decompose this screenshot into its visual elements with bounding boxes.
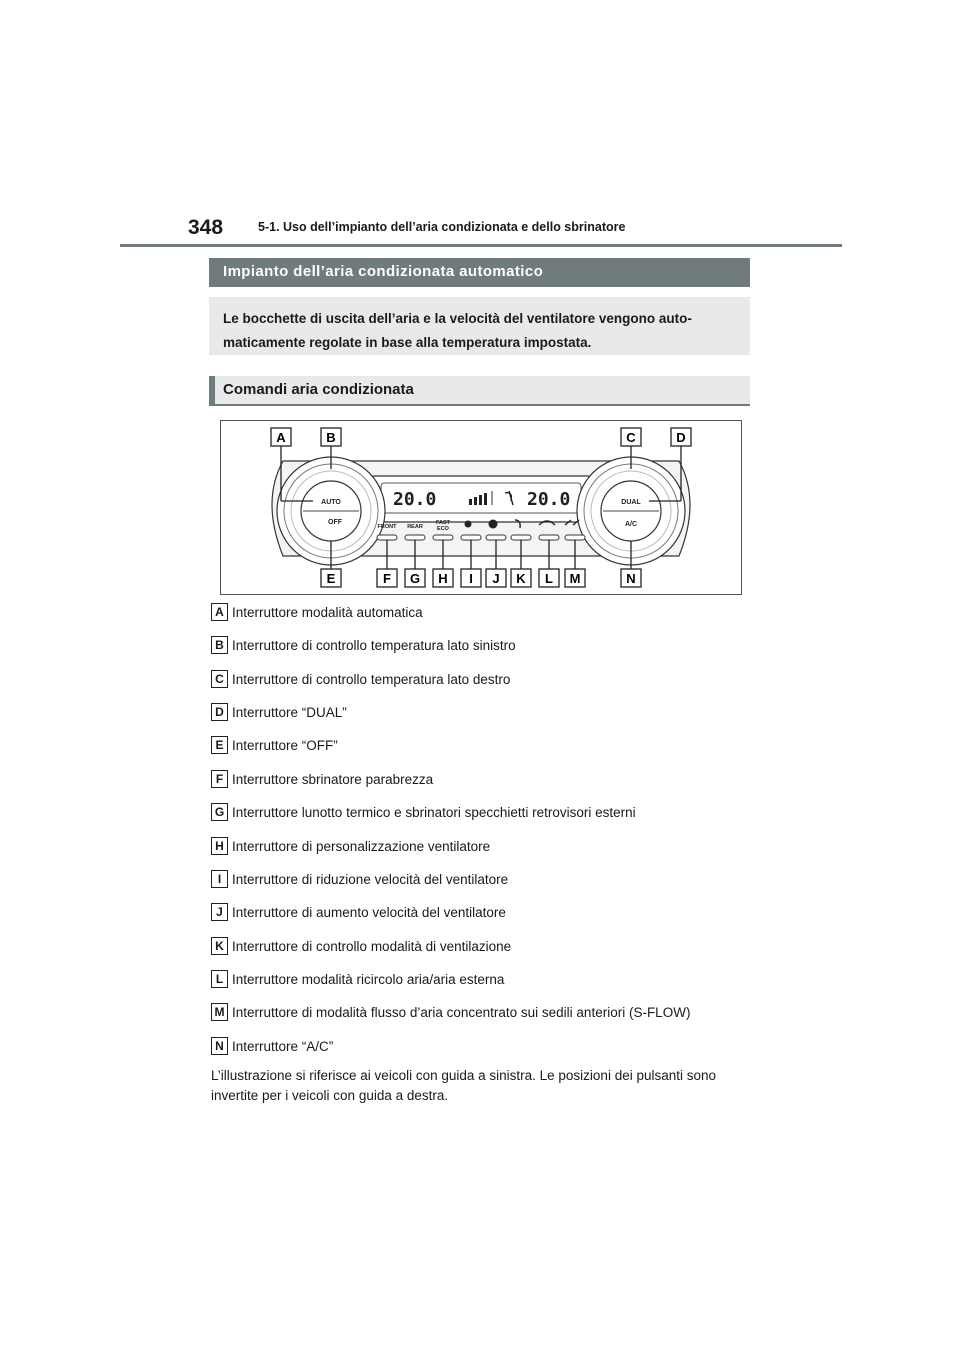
- right-temperature-display: 20.0: [527, 489, 571, 510]
- svg-text:K: K: [516, 571, 526, 586]
- legend-letter: G: [211, 803, 228, 821]
- legend-letter: H: [211, 837, 228, 855]
- callout-h: [433, 569, 453, 587]
- page-number: 348: [188, 216, 224, 239]
- auto-button[interactable]: AUTO: [321, 499, 341, 506]
- legend-text: Interruttore di controllo modalità di ventilazione: [232, 939, 512, 954]
- drive-side-note: L’illustrazione si riferisce ai veicoli con guida a sinistra. Le posizioni dei pulsanti sono invertite per i veicoli con guida a destra.: [211, 1068, 717, 1103]
- legend-text: Interruttore sbrinatore parabrezza: [232, 772, 434, 787]
- intro-box: [209, 297, 750, 355]
- eco-label: ECO: [437, 526, 449, 532]
- callout-f: [377, 569, 397, 587]
- legend-text: Interruttore di controllo temperatura lato sinistro: [232, 638, 516, 653]
- legend-letter: C: [211, 670, 228, 688]
- ac-button[interactable]: A/C: [624, 521, 638, 528]
- legend-letter: J: [211, 903, 228, 921]
- subsection-accent: [209, 376, 215, 406]
- fan-up-icon: [489, 520, 498, 529]
- front-defroster-label: FRONT: [377, 524, 397, 530]
- svg-text:E: E: [326, 571, 336, 586]
- legend-text: Interruttore di riduzione velocità del ventilatore: [232, 872, 509, 887]
- ac-control-panel-figure: [220, 420, 742, 595]
- running-head: 5-1. Uso dell’impianto dell’aria condizionata e dello sbrinatore: [258, 220, 626, 234]
- intro-text: Le bocchette di uscita dell’aria e la velocità del ventilatore vengono auto- maticamente regolate in base alla temperatura impostata.: [223, 311, 692, 350]
- callout-k: [511, 569, 531, 587]
- legend-letter: K: [211, 937, 228, 955]
- legend-text: Interruttore “OFF”: [232, 738, 338, 753]
- svg-text:N: N: [626, 571, 636, 586]
- svg-text:L: L: [545, 571, 553, 586]
- svg-text:B: B: [326, 430, 336, 445]
- legend-text: Interruttore di aumento velocità del ventilatore: [232, 905, 506, 920]
- callout-n: [621, 569, 641, 587]
- callout-b: [321, 428, 341, 446]
- legend-letter: N: [211, 1037, 228, 1055]
- left-temperature-display: 20.0: [393, 489, 437, 510]
- callout-g: [405, 569, 425, 587]
- legend-text: Interruttore di controllo temperatura lato destro: [232, 672, 511, 687]
- legend-text: Interruttore di personalizzazione ventilatore: [232, 839, 491, 854]
- legend-text: Interruttore lunotto termico e sbrinatori specchietti retrovisori esterni: [232, 805, 636, 820]
- rear-defroster-label: REAR: [407, 524, 423, 530]
- legend-letter: E: [211, 736, 228, 754]
- section-heading-bar: [209, 258, 750, 287]
- callout-c: [621, 428, 641, 446]
- fast-label: FAST: [435, 520, 451, 526]
- legend-letter: L: [211, 970, 228, 988]
- callout-l: [539, 569, 559, 587]
- legend-text: Interruttore “A/C”: [232, 1039, 334, 1054]
- legend-letter: A: [211, 603, 228, 621]
- legend-letter: I: [211, 870, 228, 888]
- callout-j: [486, 569, 506, 587]
- svg-text:G: G: [409, 571, 421, 586]
- callout-a: [271, 428, 291, 446]
- legend-letter: M: [211, 1003, 228, 1021]
- callout-d: [671, 428, 691, 446]
- svg-text:D: D: [676, 430, 686, 445]
- legend-letter: B: [211, 636, 228, 654]
- subsection-title: Comandi aria condizionata: [223, 381, 414, 398]
- subsection-heading-bar: [209, 376, 750, 406]
- svg-text:J: J: [492, 571, 500, 586]
- callout-m: [565, 569, 585, 587]
- svg-text:M: M: [569, 571, 581, 586]
- legend-text: Interruttore “DUAL”: [232, 705, 347, 720]
- legend-letter: D: [211, 703, 228, 721]
- legend-text: Interruttore modalità automatica: [232, 605, 423, 620]
- svg-text:H: H: [438, 571, 448, 586]
- callout-e: [321, 569, 341, 587]
- svg-text:A: A: [276, 430, 286, 445]
- button-row: [377, 535, 585, 540]
- fan-down-icon: [465, 521, 472, 528]
- legend-letter: F: [211, 770, 228, 788]
- legend-text: Interruttore modalità ricircolo aria/aria esterna: [232, 972, 505, 987]
- dual-button[interactable]: DUAL: [621, 499, 641, 506]
- legend-text: Interruttore di modalità flusso d’aria concentrato sui sedili anteriori (S-FLOW): [232, 1005, 691, 1020]
- svg-text:F: F: [383, 571, 391, 586]
- header-rule: [120, 244, 842, 247]
- callout-i: [461, 569, 481, 587]
- section-title: Impianto dell’aria condizionata automatico: [223, 263, 544, 280]
- off-button[interactable]: OFF: [328, 519, 342, 526]
- ac-panel-illustration: [221, 421, 741, 594]
- svg-text:C: C: [626, 430, 636, 445]
- svg-text:I: I: [469, 571, 473, 586]
